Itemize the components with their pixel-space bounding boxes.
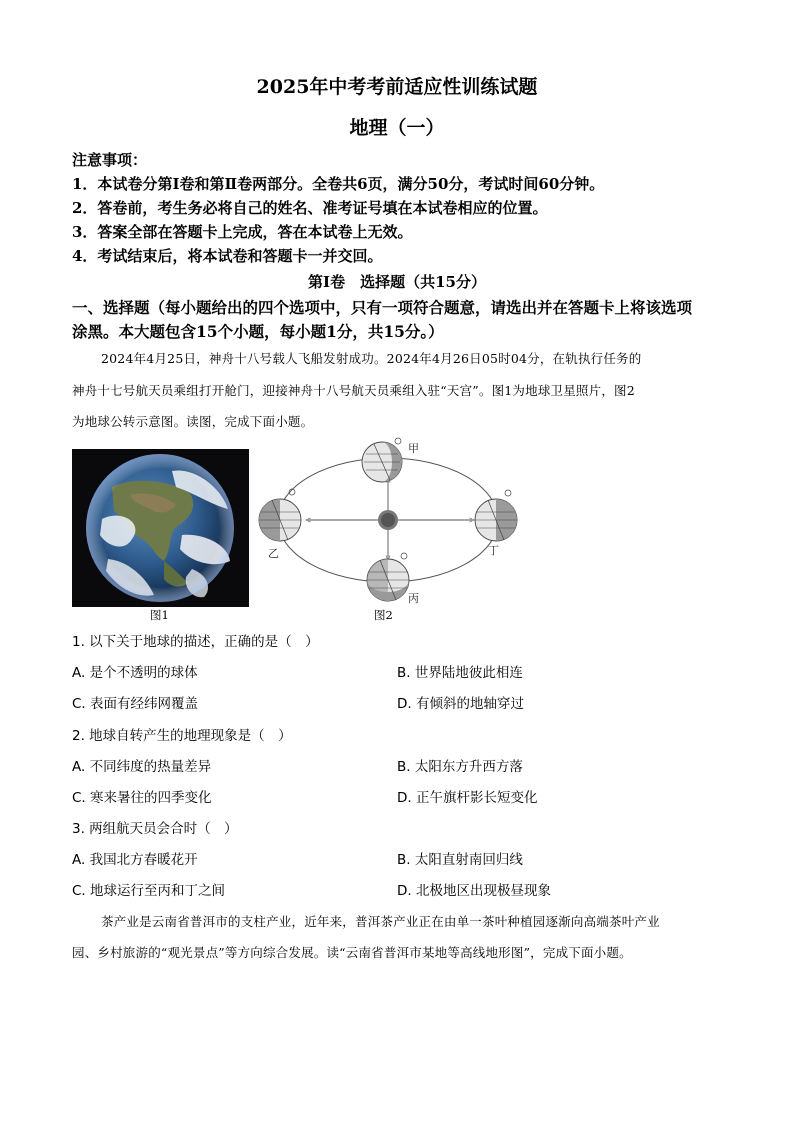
option-c: C. 表面有经纬网覆盖: [72, 696, 199, 712]
sun-icon: [378, 510, 398, 530]
option-c: C. 地球运行至丙和丁之间: [72, 883, 226, 899]
exam-title: 2025年中考考前适应性训练试题: [256, 76, 538, 98]
option-b: B. 世界陆地彼此相连: [397, 665, 523, 681]
earth-position-bing: [367, 553, 409, 601]
note-item: 4．考试结束后，将本试卷和答题卡一并交回。: [72, 247, 383, 265]
passage-text: 为地球公转示意图。读图，完成下面小题。: [72, 414, 314, 429]
earth-position-ding: [475, 490, 517, 541]
question-stem: 2. 地球自转产生的地理现象是（ ）: [72, 728, 292, 744]
label-jia: 甲: [408, 442, 419, 455]
passage-text: 神舟十七号航天员乘组打开舱门，迎接神舟十八号航天员乘组入驻“天宫”。图1为地球卫星照片，图2: [72, 383, 635, 398]
option-a: A. 我国北方春暖花开: [72, 852, 198, 868]
earth-revolution-diagram: [252, 432, 530, 607]
note-item: 3．答案全部在答题卡上完成，答在本试卷上无效。: [72, 223, 413, 241]
note-item: 1．本试卷分第Ⅰ卷和第Ⅱ卷两部分。全卷共6页，满分50分，考试时间60分钟。: [72, 175, 605, 193]
earth-position-jia: [362, 438, 402, 482]
section-instruction: 一、选择题（每小题给出的四个选项中，只有一项符合题意，请选出并在答题卡上将该选项: [72, 298, 693, 317]
notes-heading: 注意事项：: [72, 151, 148, 169]
label-yi: 乙: [268, 547, 279, 560]
option-a: A. 是个不透明的球体: [72, 665, 198, 681]
passage-text: 2024年4月25日，神舟十八号载人飞船发射成功。2024年4月26日05时04分，在轨执行任务的: [101, 351, 642, 366]
option-c: C. 寒来暑往的四季变化: [72, 790, 212, 806]
label-bing: 丙: [408, 592, 419, 605]
figure-2-caption: 图2: [374, 608, 393, 622]
option-a: A. 不同纬度的热量差异: [72, 759, 212, 775]
note-item: 2．答卷前，考生务必将自己的姓名、准考证号填在本试卷相应的位置。: [72, 199, 548, 217]
section-title: 第Ⅰ卷 选择题（共15分）: [308, 273, 486, 291]
option-b: B. 太阳直射南回归线: [397, 852, 523, 868]
question-stem: 3. 两组航天员会合时（ ）: [72, 821, 238, 837]
section-instruction: 涂黑。本大题包含15个小题，每小题1分，共15分。）: [72, 322, 444, 341]
earth-satellite-photo: [72, 449, 249, 607]
option-d: D. 北极地区出现极昼现象: [397, 883, 551, 899]
option-d: D. 正午旗杆影长短变化: [397, 790, 538, 806]
passage-text: 茶产业是云南省普洱市的支柱产业，近年来，普洱茶产业正在由单一茶叶种植园逐渐向高端茶叶产业: [101, 914, 660, 929]
exam-subtitle: 地理（一）: [349, 117, 445, 139]
passage-text: 园、乡村旅游的“观光景点”等方向综合发展。读“云南省普洱市某地等高线地形图”，完成下面小题。: [72, 945, 632, 960]
label-ding: 丁: [488, 544, 499, 557]
figure-1-caption: 图1: [150, 608, 169, 622]
option-d: D. 有倾斜的地轴穿过: [397, 696, 524, 712]
option-b: B. 太阳东方升西方落: [397, 759, 523, 775]
earth-position-yi: [259, 489, 301, 541]
question-stem: 1. 以下关于地球的描述，正确的是（ ）: [72, 634, 319, 650]
